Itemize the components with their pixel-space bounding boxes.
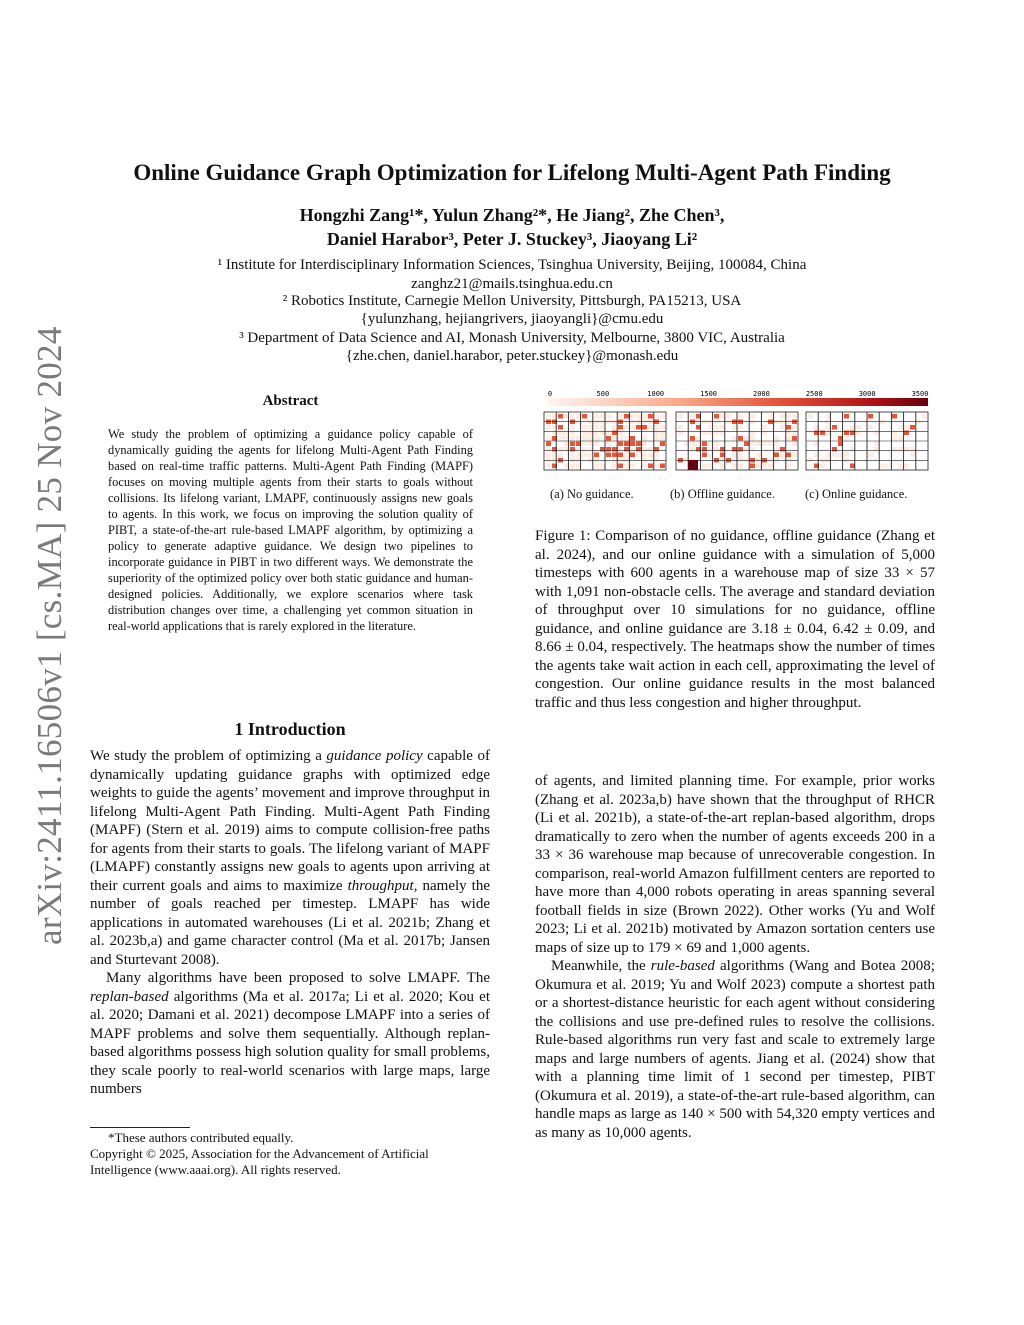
heat-cell: [756, 442, 761, 447]
heat-cell: [624, 442, 629, 447]
heat-cell: [738, 414, 743, 419]
heat-cell: [558, 436, 563, 441]
heat-cell: [922, 414, 927, 419]
heatmap-figure: [540, 386, 935, 496]
intro-body: [90, 747, 490, 1099]
heat-cell: [856, 425, 861, 430]
paper-title: Online Guidance Graph Optimization for Lifelong Multi-Agent Path Finding: [133, 160, 891, 185]
heat-cell: [570, 436, 575, 441]
heat-cell: [780, 453, 785, 458]
heat-cell: [570, 453, 575, 458]
heat-cell: [654, 464, 659, 469]
heat-cell: [624, 436, 629, 441]
heat-cell: [738, 453, 743, 458]
heat-cell: [660, 425, 665, 430]
heat-cell: [642, 425, 647, 430]
colorbar-tick-label: 3000: [858, 390, 876, 398]
copyright: Copyright © 2025, Association for the Advancement of Artificial Intelligence (www.aaai.org). All rights reserved.: [90, 1146, 429, 1177]
heat-cell: [594, 442, 599, 447]
heat-cell: [738, 436, 743, 441]
heat-cell: [750, 442, 755, 447]
heat-cell: [624, 414, 629, 419]
heat-cell: [570, 425, 575, 430]
heatmap-panel-1: [544, 412, 666, 470]
heat-cell: [780, 414, 785, 419]
heat-cell: [654, 453, 659, 458]
heat-cell: [642, 453, 647, 458]
heat-cell: [786, 425, 791, 430]
heat-cell: [642, 464, 647, 469]
heat-cell: [558, 414, 563, 419]
heat-cell: [868, 453, 873, 458]
intro-paragraph-1: We study the problem of optimizing a guidance policy capable of dynamically updating guidance graphs with optimized edge weights to guide the agents’ movement and improve throughput in lifelong Multi-Agent Path Finding. Multi-Agent Path Finding (MAPF) (Stern et al. 2019) aims to compute collision-free paths for agents from their starts to goals. The lifelong variant of MAPF (LMAPF) constantly assigns new goals to agents upon arriving at their current goals and aims to maximize throughput, namely the number of goals reached per timestep. LMAPF has wide applications in automated warehouses (Li et al. 2021b; Zhang et al. 2023b,a) and game character control (Ma et al. 2017b; Jansen and Sturtevant 2008).: [90, 748, 490, 968]
heat-cell: [762, 464, 767, 469]
heat-cell: [732, 453, 737, 458]
heat-cell: [786, 453, 791, 458]
intro-paragraph-2: Many algorithms have been proposed to solve LMAPF. The replan-based algorithms (Ma et al. 2017a; Li et al. 2020; Kou et al. 2020; Damani et al. 2021) decompose LMAPF into a series of MAPF problems and solve them sequentially. Although replan-based algorithms possess high solution quality for small problems, they scale poorly to real-world scenarios with large maps, large numbers: [90, 970, 490, 1097]
heat-cell: [624, 425, 629, 430]
heat-cell: [660, 464, 665, 469]
heat-cell: [546, 442, 551, 447]
heat-cell: [558, 425, 563, 430]
colorbar-tick-label: 500: [596, 390, 610, 398]
heat-cell: [570, 442, 575, 447]
heatmap-panel-3: [806, 412, 928, 470]
heat-cell: [636, 453, 641, 458]
heat-cell: [606, 436, 611, 441]
heat-cell: [732, 425, 737, 430]
right-column-body: [535, 772, 935, 1142]
heat-cell: [732, 436, 737, 441]
heat-cell: [606, 442, 611, 447]
heat-cell: [792, 442, 797, 447]
footnote: *These authors contributed equally.: [108, 1130, 294, 1145]
heat-cell: [642, 436, 647, 441]
heat-cell: [750, 464, 755, 469]
subcaption-a: (a) No guidance.: [550, 487, 634, 501]
heat-cell: [774, 453, 779, 458]
heat-cell: [594, 425, 599, 430]
heat-cell: [714, 425, 719, 430]
heat-cell: [792, 453, 797, 458]
affiliation-3: ³ Department of Data Science and AI, Monash University, Melbourne, 3800 VIC, Australia: [239, 330, 785, 346]
figure-1: [540, 386, 935, 496]
heat-cell: [660, 414, 665, 419]
heat-cell: [588, 442, 593, 447]
heat-cell: [570, 414, 575, 419]
right-paragraph-1: of agents, and limited planning time. For example, prior works (Zhang et al. 2023a,b) have shown that the throughput of RHCR (Li et al. 2021b), a state-of-the-art replan-based algorithm, drops dramatically to zero when the number of agents exceeds 200 in a 33 × 36 warehouse map because of unrecoverable congestion. In comparison, real-world Amazon fulfillment centers are reported to have more than 4,000 robots operating in areas spanning several football fields in size (Brown 2022). Other works (Yu and Wolf 2023; Li et al. 2021b) motivated by Amazon sortation centers use maps of size up to 179 × 69 and 1,000 agents.: [535, 773, 935, 956]
heat-cell: [582, 453, 587, 458]
heat-cell: [768, 442, 773, 447]
heat-cell: [630, 453, 635, 458]
heat-cell: [642, 414, 647, 419]
heat-cell: [606, 453, 611, 458]
heat-cell: [774, 442, 779, 447]
colorbar-tick-label: 2000: [752, 390, 770, 398]
colorbar-tick-label: 0: [547, 390, 553, 398]
heat-cell: [546, 414, 551, 419]
heat-cell: [786, 436, 791, 441]
heat-cell: [636, 425, 641, 430]
heat-cell: [702, 464, 707, 469]
heat-cell: [702, 453, 707, 458]
authors-line-1: Hongzhi Zang¹*, Yulun Zhang²*, He Jiang², Zhe Chen³,: [299, 205, 725, 225]
heat-cell: [648, 453, 653, 458]
email-3: {zhe.chen, daniel.harabor, peter.stuckey}@monash.edu: [345, 348, 679, 364]
heat-cell: [582, 436, 587, 441]
colorbar-tick-label: 2500: [805, 390, 823, 398]
heat-cell: [880, 464, 885, 469]
heat-cell: [756, 464, 761, 469]
heat-cell: [594, 436, 599, 441]
colorbar-ticks: [548, 390, 929, 398]
heat-cell: [678, 414, 683, 419]
heat-cell: [714, 442, 719, 447]
heat-cell: [690, 414, 695, 419]
heat-cell: [832, 425, 837, 430]
heat-cell: [904, 464, 909, 469]
email-1: zanghz21@mails.tsinghua.edu.cn: [411, 276, 613, 292]
heat-cell: [630, 464, 635, 469]
heat-cell: [618, 464, 623, 469]
heat-cell: [732, 464, 737, 469]
heat-cell: [582, 442, 587, 447]
heat-cell: [762, 442, 767, 447]
heat-cell: [612, 453, 617, 458]
heat-cell: [636, 414, 641, 419]
heat-cell: [832, 453, 837, 458]
heat-cell: [600, 414, 605, 419]
heat-cell: [612, 436, 617, 441]
heat-cell: [618, 442, 623, 447]
heat-cell: [844, 436, 849, 441]
heat-cell: [648, 425, 653, 430]
heat-cell: [630, 425, 635, 430]
heat-cell: [642, 442, 647, 447]
heat-cell: [738, 464, 743, 469]
heat-cell: [774, 436, 779, 441]
heat-cell: [910, 453, 915, 458]
heat-cell: [786, 464, 791, 469]
heat-cell: [648, 464, 653, 469]
subcaption-c: (c) Online guidance.: [805, 487, 908, 501]
affiliation-1: ¹ Institute for Interdisciplinary Information Sciences, Tsinghua University, Beijing, 100084, China: [217, 257, 807, 273]
heat-cell: [546, 453, 551, 458]
heat-cell: [898, 425, 903, 430]
heat-cell: [660, 442, 665, 447]
heat-cell: [630, 442, 635, 447]
heat-cell: [612, 425, 617, 430]
heat-cell: [910, 425, 915, 430]
heat-cell: [714, 414, 719, 419]
heat-cell: [898, 436, 903, 441]
heat-cell: [660, 436, 665, 441]
colorbar-tick-label: 1000: [647, 390, 665, 398]
heat-cell: [868, 425, 873, 430]
email-2: {yulunzhang, hejiangrivers, jiaoyangli}@cmu.edu: [360, 311, 664, 327]
heat-cell: [750, 414, 755, 419]
heat-cell: [654, 414, 659, 419]
heat-cell: [874, 442, 879, 447]
right-paragraph-2: Meanwhile, the rule-based algorithms (Wang and Botea 2008; Okumura et al. 2019; Yu and Wolf 2023) compute a shortest path or a shortest-distance heuristic for each agent without considering the collisions and use pre-defined rules to resolve the collisions. Rule-based algorithms run very fast and scale to extremely large maps and large numbers of agents. Jiang et al. (2024) show that with a planning time limit of 1 second per timestep, PIBT (Okumura et al. 2019), a state-of-the-art rule-based algorithm, can handle maps as large as 140 × 500 with 54,320 empty vertices and as many as 10,000 agents.: [535, 958, 935, 1141]
heat-cell: [808, 414, 813, 419]
footnote-rule: [90, 1127, 190, 1128]
congestion-hotspot: [688, 460, 698, 470]
heat-cell: [594, 453, 599, 458]
abstract-body: We study the problem of optimizing a guidance policy capable of dynamically guiding the agents for lifelong Multi-Agent Path Finding based on real-time traffic patterns. Multi-Agent Path Finding (MAPF) focuses on moving multiple agents from their starts to goals without collisions. Its lifelong variant, LMAPF, continuously assigns new goals to agents. In this work, we focus on improving the solution quality of PIBT, a state-of-the-art rule-based LMAPF algorithm, by optimizing a policy to generate adaptive guidance. We design two pipelines to incorporate guidance in PIBT in two different ways. We demonstrate the superiority of the optimized policy over both static guidance and human-designed policies. Additionally, we explore scenarios where task distribution changes over time, a challenging yet common situation in real-world applications that is rarely explored in the literature.: [108, 427, 473, 633]
heat-cell: [850, 464, 855, 469]
heat-cell: [744, 442, 749, 447]
heat-cell: [792, 425, 797, 430]
heat-cell: [678, 425, 683, 430]
heat-cell: [720, 453, 725, 458]
heat-cell: [606, 414, 611, 419]
heat-cell: [726, 414, 731, 419]
heat-cell: [588, 425, 593, 430]
heat-cell: [892, 436, 897, 441]
heat-cell: [546, 436, 551, 441]
heat-cell: [820, 464, 825, 469]
heat-cell: [588, 453, 593, 458]
heat-cell: [588, 436, 593, 441]
heat-cell: [850, 425, 855, 430]
heat-cell: [624, 453, 629, 458]
heat-cell: [612, 464, 617, 469]
heat-cell: [618, 453, 623, 458]
heat-cell: [654, 436, 659, 441]
heat-cell: [582, 425, 587, 430]
subcaption-b: (b) Offline guidance.: [670, 487, 775, 501]
heat-cell: [636, 442, 641, 447]
colorbar: [548, 398, 928, 406]
heat-cell: [844, 453, 849, 458]
heat-cell: [792, 414, 797, 419]
heat-cell: [756, 453, 761, 458]
arxiv-stamp: arXiv:2411.16506v1 [cs.MA] 25 Nov 2024: [30, 326, 69, 945]
heat-cell: [886, 464, 891, 469]
heat-cell: [546, 425, 551, 430]
heat-cell: [786, 414, 791, 419]
heat-cell: [792, 436, 797, 441]
heat-cell: [892, 414, 897, 419]
heat-cell: [594, 414, 599, 419]
heat-cell: [898, 464, 903, 469]
affiliation-2: ² Robotics Institute, Carnegie Mellon University, Pittsburgh, PA15213, USA: [282, 293, 742, 309]
heat-cell: [690, 436, 695, 441]
heat-cell: [750, 436, 755, 441]
heat-cell: [690, 442, 695, 447]
intro-heading: 1 Introduction: [234, 719, 346, 739]
heat-cell: [654, 425, 659, 430]
heat-cell: [546, 464, 551, 469]
heat-cell: [600, 425, 605, 430]
colorbar-tick-label: 3500: [911, 390, 929, 398]
heat-cell: [720, 464, 725, 469]
heat-cell: [738, 425, 743, 430]
heat-cell: [594, 464, 599, 469]
heat-cell: [600, 464, 605, 469]
figure-caption: Figure 1: Comparison of no guidance, offline guidance (Zhang et al. 2024), and our online guidance with a simulation of 5,000 timesteps with 600 agents in a warehouse map of size 33 × 57 with 1,091 non-obstacle cells. The average and standard deviation of throughput over 10 simulations for no guidance, offline guidance, and online guidance are 3.18 ± 0.04, 6.42 ± 0.09, and 8.66 ± 0.04, respectively. The heatmaps show the number of times the agents take wait action in each cell, approximating the level of congestion. Our online guidance results in the most balanced traffic and thus less congestion and higher throughput.: [535, 528, 935, 711]
heat-cell: [720, 425, 725, 430]
colorbar-tick-label: 1500: [700, 390, 718, 398]
heat-cell: [582, 414, 587, 419]
abstract-heading: Abstract: [262, 393, 319, 409]
heat-cell: [762, 425, 767, 430]
heat-cell: [618, 414, 623, 419]
heat-cell: [720, 414, 725, 419]
heat-cell: [648, 414, 653, 419]
heat-cell: [702, 442, 707, 447]
authors-line-2: Daniel Harabor³, Peter J. Stuckey³, Jiaoyang Li²: [326, 229, 698, 249]
heat-cell: [768, 414, 773, 419]
heat-cell: [630, 414, 635, 419]
heat-cell: [630, 436, 635, 441]
heat-cell: [618, 436, 623, 441]
heat-cell: [624, 464, 629, 469]
heat-cell: [558, 453, 563, 458]
heat-cell: [868, 414, 873, 419]
heat-cell: [768, 464, 773, 469]
heat-cell: [618, 425, 623, 430]
heat-cell: [744, 436, 749, 441]
heat-cell: [780, 425, 785, 430]
heat-cell: [904, 425, 909, 430]
heat-cell: [844, 414, 849, 419]
heat-cell: [570, 464, 575, 469]
